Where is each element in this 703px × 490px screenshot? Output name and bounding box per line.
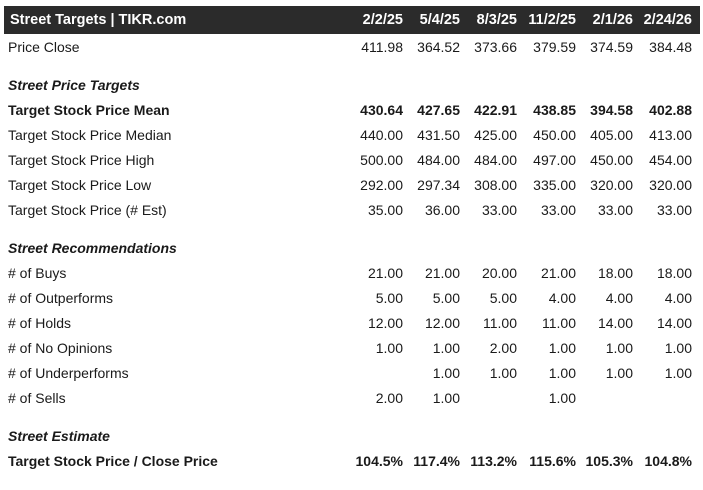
underperforms-row [4,360,700,385]
table-cell: 394.58 [590,101,633,118]
section-heading-recommendations [4,235,700,260]
date-column-header: 2/1/26 [592,12,633,28]
table-cell: 413.00 [649,126,692,143]
table-cell: 2.00 [489,339,517,356]
buys-row [4,260,700,285]
table-cell: 20.00 [481,264,517,281]
table-cell: 374.59 [590,38,633,55]
section-heading-estimate [4,423,700,448]
table-cell: 105.3% [585,452,633,469]
table-cell: 5.00 [432,289,460,306]
table-cell: 438.85 [533,101,576,118]
table-cell: 33.00 [656,201,692,218]
date-column-header: 11/2/25 [528,12,576,28]
table-cell: 35.00 [367,201,403,218]
table-cell: 104.8% [644,452,692,469]
table-header [4,6,700,34]
table-cell: 427.65 [417,101,460,118]
row-label: # of Holds [8,314,72,331]
table-cell: 18.00 [656,264,692,281]
table-cell: 104.5% [355,452,403,469]
row-label: Target Stock Price (# Est) [8,201,167,218]
table-cell: 320.00 [649,176,692,193]
table-cell: 500.00 [360,151,403,168]
table-cell: 384.48 [649,38,692,55]
row-label: Target Stock Price / Close Price [8,452,218,469]
table-cell: 4.00 [664,289,692,306]
table-cell: 4.00 [605,289,633,306]
table-cell: 33.00 [597,201,633,218]
table-cell: 484.00 [474,151,517,168]
no-opinions-row [4,335,700,360]
row-label: # of Underperforms [8,364,129,381]
row-label: # of Buys [8,264,67,281]
table-cell: 113.2% [470,452,517,469]
table-cell: 292.00 [360,176,403,193]
table-cell: 1.00 [664,364,692,381]
row-label: # of Outperforms [8,289,114,306]
section-spacer [4,222,700,235]
table-cell: 425.00 [474,126,517,143]
table-cell: 454.00 [649,151,692,168]
table-cell: 14.00 [597,314,633,331]
section-heading-price-targets [4,72,700,97]
holds-row [4,310,700,335]
table-cell: 18.00 [597,264,633,281]
table-cell: 21.00 [424,264,460,281]
table-cell: 1.00 [548,339,576,356]
table-cell: 1.00 [489,364,517,381]
table-cell: 21.00 [367,264,403,281]
section-label: Street Recommendations [8,239,177,256]
table-cell: 1.00 [548,364,576,381]
row-label: Target Stock Price Mean [8,101,170,118]
section-label: Street Estimate [8,427,110,444]
row-label: Target Stock Price Median [8,126,172,143]
table-cell: 364.52 [417,38,460,55]
date-column-header: 2/24/26 [643,12,692,28]
table-cell: 450.00 [590,151,633,168]
row-label: Target Stock Price High [8,151,155,168]
table-cell: 1.00 [375,339,403,356]
table-cell: 422.91 [474,101,517,118]
table-cell: 12.00 [367,314,403,331]
row-label: # of Sells [8,389,66,406]
row-label: # of No Opinions [8,339,113,356]
table-cell: 36.00 [424,201,460,218]
section-spacer [4,410,700,423]
table-cell: 4.00 [548,289,576,306]
street-targets-table [4,6,700,473]
table-cell: 440.00 [360,126,403,143]
table-title: Street Targets | TIKR.com [10,12,187,28]
table-cell: 1.00 [664,339,692,356]
target-mean-row [4,97,700,122]
target-low-row [4,172,700,197]
price-close-row [4,34,700,59]
table-cell: 2.00 [375,389,403,406]
target-high-row [4,147,700,172]
section-label: Street Price Targets [8,76,140,93]
table-cell: 5.00 [375,289,403,306]
table-cell: 117.4% [413,452,460,469]
table-cell: 1.00 [605,339,633,356]
table-cell: 33.00 [540,201,576,218]
table-cell: 379.59 [533,38,576,55]
table-cell: 297.34 [417,176,460,193]
table-cell: 484.00 [417,151,460,168]
table-cell: 320.00 [590,176,633,193]
table-cell: 11.00 [483,314,517,331]
table-cell: 1.00 [432,364,460,381]
date-column-header: 2/2/25 [362,12,403,28]
table-cell: 11.00 [542,314,576,331]
target-median-row [4,122,700,147]
section-spacer [4,59,700,72]
row-label: Price Close [8,38,80,55]
outperforms-row [4,285,700,310]
table-cell: 1.00 [548,389,576,406]
table-cell: 5.00 [489,289,517,306]
target-close-ratio-row [4,448,700,473]
sells-row [4,385,700,410]
table-cell: 405.00 [590,126,633,143]
table-cell: 115.6% [529,452,576,469]
table-cell: 12.00 [424,314,460,331]
table-cell: 1.00 [432,339,460,356]
table-cell: 497.00 [533,151,576,168]
date-column-header: 5/4/25 [419,12,460,28]
target-est-count-row [4,197,700,222]
table-cell: 1.00 [605,364,633,381]
table-cell: 430.64 [360,101,403,118]
row-label: Target Stock Price Low [8,176,152,193]
table-cell: 14.00 [656,314,692,331]
table-cell: 402.88 [649,101,692,118]
table-cell: 450.00 [533,126,576,143]
table-cell: 411.98 [361,38,403,55]
table-cell: 431.50 [417,126,460,143]
table-cell: 33.00 [481,201,517,218]
table-cell: 335.00 [533,176,576,193]
table-cell: 1.00 [432,389,460,406]
table-cell: 308.00 [474,176,517,193]
table-cell: 21.00 [540,264,576,281]
date-column-header: 8/3/25 [476,12,517,28]
table-cell: 373.66 [474,38,517,55]
